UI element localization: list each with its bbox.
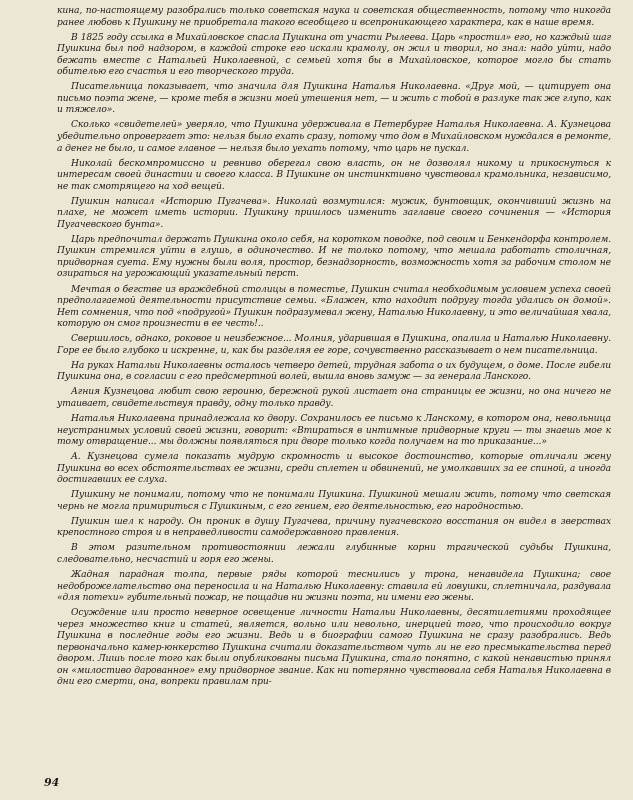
paragraph: В этом разительном противостоянии лежали глубинные корни трагической судьбы Пушкина, следовательно, несчастий и горя его жены.	[57, 543, 611, 566]
paragraph: кина, по-настоящему разобрались только советская наука и советская общественность, потому что никогда ранее любовь к Пушкину не приобретала такого всеобщего и всепроникающего характера, как в наше время.	[57, 6, 611, 28]
paragraph: Наталья Николаевна принадлежала ко двору. Сохранилось ее письмо к Ланскому, в котором она, невольница неустранимых условий своей жизни, говорит: «Втираться в интимные придворные круги — ты знаешь мое к тому отвращение... мы должны появляться при дворе только когда получаем на то приказание...»	[57, 414, 611, 448]
paragraph: Свершилось, однако, роковое и неизбежное... Молния, ударившая в Пушкина, опалила и Наталью Николаевну. Горе ее было глубоко и искренне, и, как бы разделяя ее горе, сочувственно рассказывает о нем писательница.	[57, 334, 611, 356]
paragraph: Писательница показывает, что значила для Пушкина Наталья Николаевна. «Друг мой, — цитирует она письмо поэта жене, — кроме тебя в жизни моей утешения нет, — и жить с тобой в разлуке так же глупо, как и тяжело».	[57, 82, 611, 116]
paragraph: На руках Натальи Николаевны осталось четверо детей, трудная забота о их будущем, о доме. После гибели Пушкина она, в согласии с его предсмертной волей, вышла вновь замуж — за генерала Ланского.	[57, 360, 611, 383]
paragraph: Осуждение или просто неверное освещение личности Натальи Николаевны, десятилетиями проходящее через множество книг и статей, является, вольно или невольно, инерцией того, что происходило вокруг Пушкина в последние годы его жизни. Ведь и в биографии самого Пушкина не сразу разобрались. Ведь первоначально камер-юнкерство Пушкина считали доказательством чуть ли не его пресмыкательства перед двором. Лишь после того как были опубликованы письма Пушкина, стало понятно, с какой ненавистью принял он «милостиво дарованное» ему придворное звание. Как ни потерянно чувствовала себя Наталья Николаевна в дни его смерти, она, вопреки правилам при-	[57, 608, 611, 688]
paragraph: Пушкин написал «Историю Пугачева». Николай возмутился: мужик, бунтовщик, окончивший жизнь на плахе, не может иметь истории. Пушкину пришлось изменить заглавие своего сочинения — «История Пугачевского бунта».	[57, 196, 611, 230]
paragraph: А. Кузнецова сумела показать мудрую скромность и высокое достоинство, которые отличали жену Пушкина во всех обстоятельствах ее жизни, среди сплетен и обвинений, не умолкавших за ее спиной, а иногда достигавших ее слуха.	[57, 452, 611, 486]
paragraph: Пушкину не понимали, потому что не понимали Пушкина. Пушкиной мешали жить, потому что светская чернь не могла примириться с Пушкиным, с его гением, его деятельностью, его народностью.	[57, 490, 611, 512]
paragraph: Николай бескомпромиссно и ревниво оберегал свою власть, он не дозволял никому и прикоснуться к интересам своей династии и своего класса. В Пушкине он инстинктивно чувствовал крамольника, независимо, не так смотрящего на ход вещей.	[57, 158, 611, 192]
paragraph: Агния Кузнецова любит свою героиню, бережной рукой листает она страницы ее жизни, но она ничего не утаивает, свидетельствуя правду, одну только правду.	[57, 387, 611, 409]
paragraph: Жадная парадная толпа, первые ряды которой теснились у трона, ненавидела Пушкина; свое недоброжелательство она переносила и на Наталью Николаевну: ставила ей ловушки, сплетничала, раздувала «для потехи» губительный пожар, не пощадив ни жизни поэта, ни имени его жены.	[57, 570, 611, 604]
paragraph: В 1825 году ссылка в Михайловское спасла Пушкина от участи Рылеева. Царь «простил» его, но каждый шаг Пушкина был под надзором, в каждой строке его искали крамолу, он жил и творил, но знал: надо уйти, надо бежать вместе с Натальей Николаевной, с семьей хотя бы в Михайловское, которое могло бы стать обителью его счастья и его творческого труда.	[57, 32, 611, 78]
paragraph: Пушкин шел к народу. Он проник в душу Пугачева, причину пугачевского восстания он видел в зверствах крепостного строя и в неправедливости самодержавного правления.	[57, 516, 611, 539]
paragraph: Мечтая о бегстве из враждебной столицы в поместье, Пушкин считал необходимым условием успеха своей предполагаемой деятельности присутствие семьи. «Блажен, кто находит подругу тогда удались он домой». Нет сомнения, что под «подругой» Пушкин подразумевал жену, Наталью Николаевну, и это величайшая хвала, которую он смог произнести в ее честь!..	[57, 284, 611, 330]
paragraph: Царь предпочитал держать Пушкина около себя, на коротком поводке, под своим и Бенкендорфа контролем. Пушкин стремился уйти в глушь, в одиночество. И не только потому, что мешала работать столичная, придворная суета. Ему нужны были воля, простор, безнадзорность, возможность хотя за рабочим столом не озираться на угрожающий указательный перст.	[57, 234, 611, 280]
paragraph: Сколько «свидетелей» уверяло, что Пушкина удерживала в Петербурге Наталья Николаевна. А. Кузнецова убедительно опровергает это: нельзя было ехать сразу, потому что дом в Михайловском нуждался в ремонте, а денег не было, и самое главное — нельзя было уехать потому, что царь не пускал.	[57, 120, 611, 154]
page-number: 94	[44, 776, 60, 789]
